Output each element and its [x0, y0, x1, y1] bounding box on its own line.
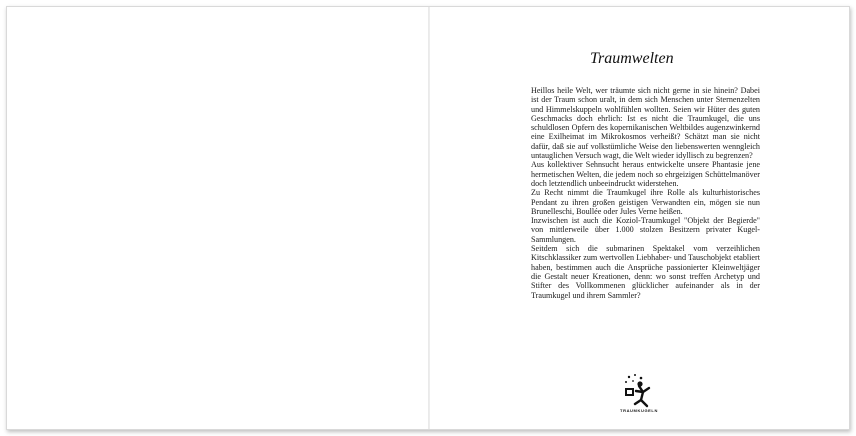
paragraph: Seitdem sich die submarinen Spektakel vom verzeihlichen Kitschklassiker zum wertvollen Liebhaber- und Tauschobjekt etabliert haben, bestimmen auch die Ansprüche passionierter Kleinweltjäger die Gestalt neuer Kreationen, denn: wo sonst treffen Archetyp und Stifter des Vollkommenen glücklicher aufeinander als in der Traumkugel und ihrem Sammler?: [531, 244, 760, 300]
paragraph: Heillos heile Welt, wer träumte sich nicht gerne in sie hinein? Dabei ist der Traum schon uralt, in dem sich Menschen unter Sternenzelten und Himmelskuppeln wohlfühlen wollten. Seien wir Hüter des guten Geschmacks doch ehrlich: Ist es nicht die Traumkugel, die uns schuldlosen Opfern des kopernikanischen Weltbildes augenzwinkernd eine Exilheimat im Mikrokosmos verheißt? Schätzt man sie nicht dafür, daß sie auf volkstümliche Weise den liebenswerten wenngleich untauglichen Versuch wagt, die Welt wieder idyllisch zu begrenzen?: [531, 86, 760, 161]
body-text: [531, 86, 760, 300]
paragraph: Inzwischen ist auch die Koziol-Traumkugel "Objekt der Begierde" von mittlerweile über 1.000 stolzen Besitzern privater Kugel-Sammlungen.: [531, 216, 760, 244]
left-page: [7, 7, 429, 429]
paragraph: Aus kollektiver Sehnsucht heraus entwickelte unsere Phantasie jene hermetischen Welten, die jedem noch so ehrgeizigen Schüttelmanöver doch letztendlich unbeeindruckt widerstehen.: [531, 160, 760, 188]
paragraph: Zu Recht nimmt die Traumkugel ihre Rolle als kulturhistorisches Pendant zu ihren großen geistigen Verwandten ein, mögen sie nun Brunelleschi, Boullée oder Jules Verne heißen.: [531, 188, 760, 216]
logo-caption: TRAUMKUGELN: [620, 408, 658, 413]
page-title: Traumwelten: [590, 50, 674, 67]
